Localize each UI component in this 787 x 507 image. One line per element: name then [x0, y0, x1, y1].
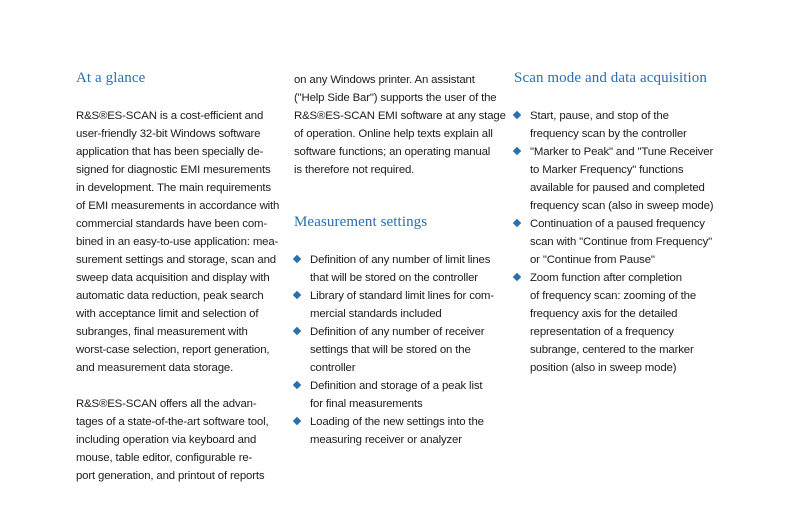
list-item-line: controller	[310, 362, 356, 374]
list-item-line: representation of a frequency	[530, 326, 674, 338]
diamond-bullet-icon	[293, 255, 301, 263]
list-item-line: frequency scan (also in sweep mode)	[530, 200, 714, 212]
list-item-line: to Marker Frequency" functions	[530, 164, 684, 176]
paragraph-intro	[76, 107, 279, 377]
text-line: mouse, table editor, configurable re-	[76, 452, 253, 464]
list-item-line: measuring receiver or analyzer	[310, 434, 462, 446]
text-line: R&S®ES-SCAN EMI software at any stage	[294, 110, 506, 122]
list-item	[294, 377, 494, 413]
text-line: and measurement data storage.	[76, 362, 234, 374]
paragraph-continuation	[294, 71, 506, 179]
text-line: software functions; an operating manual	[294, 146, 491, 158]
text-line: in development. The main requirements	[76, 182, 271, 194]
diamond-bullet-icon	[513, 111, 521, 119]
text-line: ("Help Side Bar") supports the user of the	[294, 92, 497, 104]
text-line: user-friendly 32-bit Windows software	[76, 128, 261, 140]
heading-scan-mode: Scan mode and data acquisition	[514, 70, 707, 86]
list-item-line: settings that will be stored on the	[310, 344, 471, 356]
text-line: commercial standards have been com-	[76, 218, 268, 230]
diamond-bullet-icon	[513, 219, 521, 227]
diamond-bullet-icon	[513, 147, 521, 155]
list-item	[294, 323, 494, 377]
paragraph-advantages	[76, 395, 269, 485]
list-item-line: Definition of any number of limit lines	[310, 254, 491, 266]
list-item-line: position (also in sweep mode)	[530, 362, 677, 374]
text-line: port generation, and printout of reports	[76, 470, 265, 482]
list-item-line: available for paused and completed	[530, 182, 705, 194]
text-line: of EMI measurements in accordance with	[76, 200, 280, 212]
list-item-line: scan with "Continue from Frequency"	[530, 236, 713, 248]
list-item-line: subrange, centered to the marker	[530, 344, 694, 356]
measurement-settings-list	[294, 251, 494, 449]
text-line: surement settings and storage, scan and	[76, 254, 276, 266]
list-item	[514, 107, 713, 143]
diamond-bullet-icon	[293, 417, 301, 425]
text-line: automatic data reduction, peak search	[76, 290, 264, 302]
diamond-bullet-icon	[293, 291, 301, 299]
list-item-line: that will be stored on the controller	[310, 272, 478, 284]
text-line: of operation. Online help texts explain all	[294, 128, 493, 140]
text-line: including operation via keyboard and	[76, 434, 257, 446]
list-item-line: Continuation of a paused frequency	[530, 218, 705, 230]
list-item-line: Definition of any number of receiver	[310, 326, 485, 338]
list-item-line: mercial standards included	[310, 308, 442, 320]
diamond-bullet-icon	[513, 273, 521, 281]
list-item	[514, 269, 713, 377]
list-item-line: of frequency scan: zooming of the	[530, 290, 697, 302]
list-item-line: Loading of the new settings into the	[310, 416, 484, 428]
list-item-line: Zoom function after completion	[530, 272, 682, 284]
list-item-line: or "Continue from Pause"	[530, 254, 655, 266]
list-item	[514, 215, 713, 269]
text-line: signed for diagnostic EMI mesurements	[76, 164, 271, 176]
list-item	[514, 143, 713, 215]
list-item	[294, 287, 494, 323]
text-line: R&S®ES-SCAN offers all the advan-	[76, 398, 257, 410]
text-line: on any Windows printer. An assistant	[294, 74, 475, 86]
text-line: is therefore not required.	[294, 164, 415, 176]
list-item-line: Library of standard limit lines for com-	[310, 290, 494, 302]
heading-at-a-glance: At a glance	[76, 70, 146, 86]
list-item-line: "Marker to Peak" and "Tune Receiver	[530, 146, 714, 158]
text-line: tages of a state-of-the-art software tool,	[76, 416, 269, 428]
list-item	[294, 251, 494, 287]
text-line: application that has been specially de-	[76, 146, 264, 158]
scan-mode-list	[514, 107, 713, 377]
text-line: bined in an easy-to-use application: mea-	[76, 236, 279, 248]
list-item	[294, 413, 494, 449]
list-item-line: Definition and storage of a peak list	[310, 380, 483, 392]
list-item-line: frequency scan by the controller	[530, 128, 687, 140]
text-line: R&S®ES-SCAN is a cost-efficient and	[76, 110, 264, 122]
list-item-line: Start, pause, and stop of the	[530, 110, 669, 122]
text-line: subranges, final measurement with	[76, 326, 248, 338]
text-line: worst-case selection, report generation,	[76, 344, 270, 356]
text-line: sweep data acquisition and display with	[76, 272, 270, 284]
diamond-bullet-icon	[293, 327, 301, 335]
list-item-line: for final measurements	[310, 398, 423, 410]
heading-measurement-settings: Measurement settings	[294, 214, 428, 230]
list-item-line: frequency axis for the detailed	[530, 308, 678, 320]
diamond-bullet-icon	[293, 381, 301, 389]
text-line: with acceptance limit and selection of	[76, 308, 259, 320]
